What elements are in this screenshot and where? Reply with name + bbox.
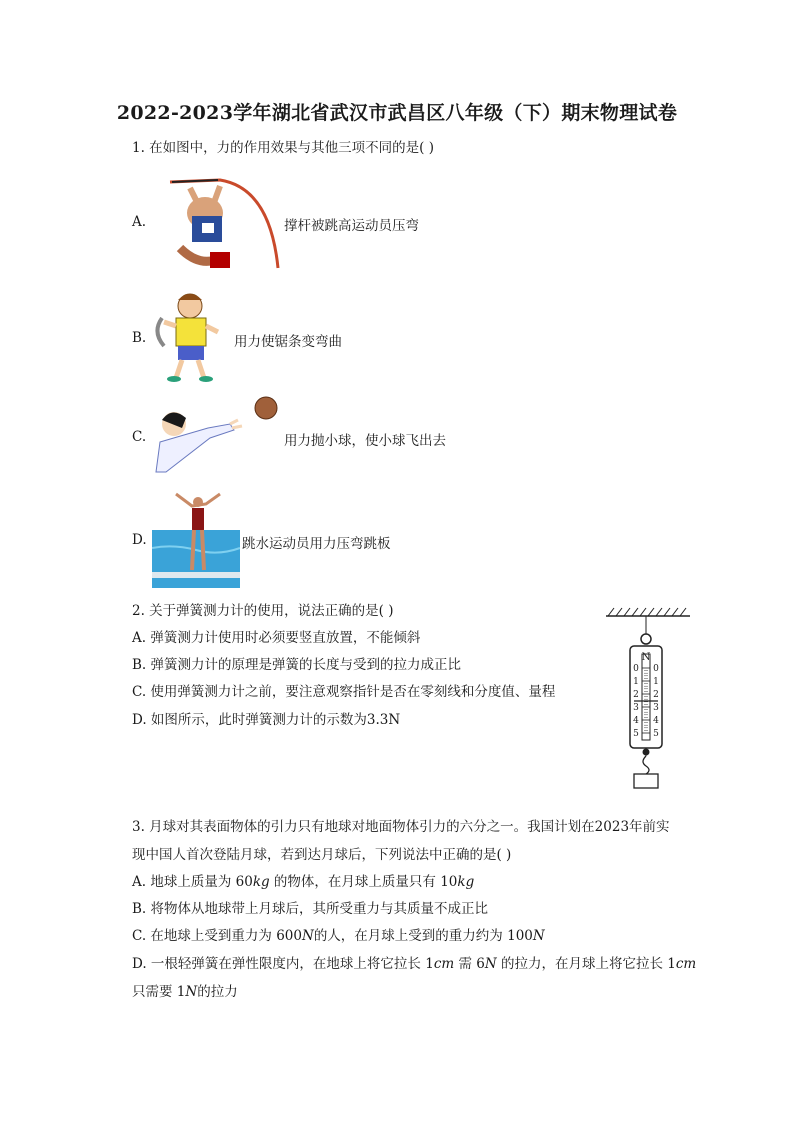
meter-tick-label: 4 [633, 716, 639, 726]
q2-option-a: A. 弹簧测力计使用时必须要竖直放置，不能倾斜 [132, 630, 421, 646]
q1-option-c-text: 用力抛小球，使小球飞出去 [284, 433, 446, 449]
hanging-weight [634, 774, 658, 788]
q3-option-c: C. 在地球上受到重力为 600N的人，在月球上受到的重力约为 100N [132, 928, 545, 944]
meter-tick-label: 2 [653, 690, 659, 700]
meter-tick-label: 2 [633, 690, 639, 700]
meter-tick-label: 1 [633, 677, 639, 687]
q2-option-c: C. 使用弹簧测力计之前，要注意观察指针是否在零刻线和分度值、量程 [132, 684, 556, 700]
meter-tick-label: 3 [653, 703, 659, 713]
diver-figure [152, 488, 240, 588]
q2-option-b: B. 弹簧测力计的原理是弹簧的长度与受到的拉力成正比 [132, 657, 462, 673]
question-3-stem-line1: 3. 月球对其表面物体的引力只有地球对地面物体引力的六分之一。我国计划在2023年前实 [132, 819, 670, 835]
q3-option-d: D. 一根轻弹簧在弹性限度内，在地球上将它拉长 1cm 需 6N 的拉力，在月球上将它拉长 1cm [132, 956, 697, 972]
throwing-ball-figure [152, 394, 280, 474]
meter-tick-label: 1 [653, 677, 659, 687]
meter-tick-label: 0 [653, 664, 659, 674]
question-3-stem-line2: 现中国人首次登陆月球，若到达月球后，下列说法中正确的是( ) [132, 847, 512, 863]
meter-tick-label: 3 [633, 703, 639, 713]
meter-tick-label: 4 [653, 716, 659, 726]
q1-option-a-letter: A. [132, 214, 147, 230]
q1-option-a-text: 撑杆被跳高运动员压弯 [284, 218, 419, 234]
q3-option-b: B. 将物体从地球带上月球后，其所受重力与其质量不成正比 [132, 901, 489, 917]
spring-scale-figure [600, 602, 694, 790]
question-1-stem: 1. 在如图中，力的作用效果与其他三项不同的是( ) [132, 140, 434, 156]
q2-option-d: D. 如图所示，此时弹簧测力计的示数为3.3N [132, 712, 401, 728]
q1-option-d-letter: D. [132, 532, 147, 548]
bending-saw-figure [152, 288, 230, 384]
meter-tick-label: 0 [633, 664, 639, 674]
q1-option-d-text: 跳水运动员用力压弯跳板 [242, 536, 391, 552]
q3-option-a: A. 地球上质量为 60kg 的物体，在月球上质量只有 10kg [132, 874, 475, 890]
meter-tick-label: 5 [633, 729, 639, 739]
meter-tick-label: 5 [653, 729, 659, 739]
q1-option-b-text: 用力使锯条变弯曲 [234, 334, 342, 350]
meter-unit-label: N [641, 652, 651, 663]
q1-option-b-letter: B. [132, 330, 147, 346]
q3-option-d-continued: 只需要 1N的拉力 [132, 984, 238, 1000]
question-2-stem: 2. 关于弹簧测力计的使用，说法正确的是( ) [132, 603, 394, 619]
q1-option-c-letter: C. [132, 429, 147, 445]
pole-vault-figure [150, 168, 280, 278]
page-title: 2022-2023学年湖北省武汉市武昌区八年级（下）期末物理试卷 [116, 102, 678, 124]
